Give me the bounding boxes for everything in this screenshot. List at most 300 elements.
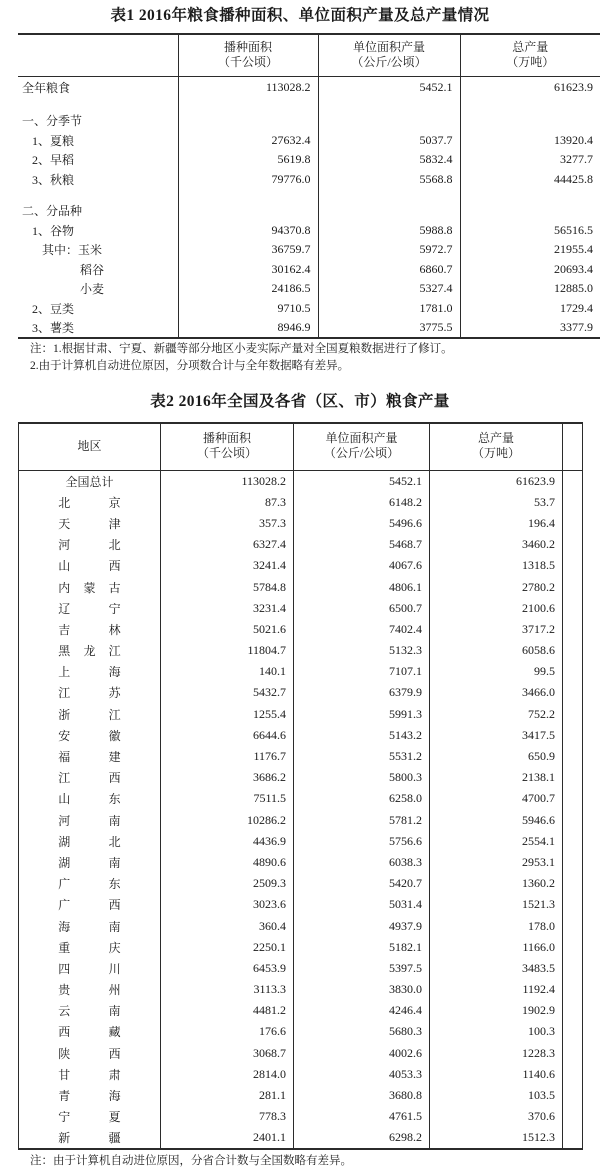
table2-cell-trailing	[563, 492, 583, 513]
table2-cell-output: 752.2	[430, 704, 563, 725]
table1-notes	[0, 339, 600, 376]
table1-cell-output: 3377.9	[460, 318, 600, 338]
table1-row	[18, 299, 600, 319]
table2-header-trailing	[563, 423, 583, 471]
table2-cell-area: 778.3	[161, 1106, 294, 1127]
table2-cell-output: 1360.2	[430, 873, 563, 894]
table2-cell-trailing	[563, 810, 583, 831]
table2-cell-region	[19, 979, 161, 1000]
table2-cell-area: 357.3	[161, 513, 294, 534]
table1-cell-yield	[318, 189, 460, 201]
table2-row	[19, 598, 583, 619]
table2-row	[19, 894, 583, 915]
table2-cell-region	[19, 640, 161, 661]
table2-cell-trailing	[563, 471, 583, 492]
table2-row	[19, 534, 583, 555]
table2-cell-region	[19, 788, 161, 809]
table2-cell-yield: 5756.6	[294, 831, 430, 852]
table2-region-name: 山东	[58, 790, 120, 807]
table2-cell-output: 103.5	[430, 1085, 563, 1106]
table2-cell-area: 5021.6	[161, 619, 294, 640]
table2-row	[19, 979, 583, 1000]
table2-cell-yield: 5397.5	[294, 958, 430, 979]
table2-region-name: 天津	[58, 515, 120, 532]
table2-cell-area: 4890.6	[161, 852, 294, 873]
table2-region-name: 新疆	[58, 1129, 120, 1146]
table1-row	[18, 318, 600, 338]
table2-cell-area: 5784.8	[161, 576, 294, 597]
table2-cell-area: 113028.2	[161, 471, 294, 492]
table2-header-area	[161, 423, 294, 471]
table2-cell-trailing	[563, 937, 583, 958]
table1-row-label: 全年粮食	[18, 76, 178, 99]
table2-row	[19, 492, 583, 513]
table1-body	[18, 76, 600, 338]
table2-notes	[0, 1150, 600, 1170]
table1-row	[18, 221, 600, 241]
table2-row	[19, 1000, 583, 1021]
table2-cell-yield: 5452.1	[294, 471, 430, 492]
table2-cell-output: 2100.6	[430, 598, 563, 619]
table2-row	[19, 576, 583, 597]
table2-region-name: 内蒙古	[58, 579, 120, 596]
table2-cell-trailing	[563, 598, 583, 619]
table1-cell-yield: 5972.7	[318, 240, 460, 260]
table2-header-region-label: 地区	[77, 439, 101, 453]
table2-cell-trailing	[563, 915, 583, 936]
table2-row	[19, 958, 583, 979]
table2-cell-yield: 3830.0	[294, 979, 430, 1000]
table2-cell-trailing	[563, 534, 583, 555]
table2-cell-area: 3241.4	[161, 555, 294, 576]
table2-cell-trailing	[563, 1085, 583, 1106]
table2-cell-output: 3460.2	[430, 534, 563, 555]
table2-cell-trailing	[563, 555, 583, 576]
table2-cell-area: 3686.2	[161, 767, 294, 788]
table2-cell-trailing	[563, 619, 583, 640]
table2-cell-area: 6453.9	[161, 958, 294, 979]
table2-region-name: 湖北	[58, 833, 120, 850]
table2-cell-output: 3417.5	[430, 725, 563, 746]
table1-cell-yield	[318, 201, 460, 221]
table1-cell-output: 1729.4	[460, 299, 600, 319]
table2-region-name: 河北	[58, 536, 120, 553]
table2-cell-output: 3466.0	[430, 682, 563, 703]
table2-region-name: 重庆	[58, 939, 120, 956]
table2-cell-output: 1228.3	[430, 1043, 563, 1064]
table2-cell-area: 2814.0	[161, 1064, 294, 1085]
table2-cell-area: 3023.6	[161, 894, 294, 915]
table2-region-name: 黑龙江	[58, 642, 120, 659]
table1-cell-output: 13920.4	[460, 131, 600, 151]
table2-cell-region	[19, 513, 161, 534]
table2-cell-yield: 6379.9	[294, 682, 430, 703]
table2-cell-output: 2554.1	[430, 831, 563, 852]
table2-region-name: 辽宁	[58, 600, 120, 617]
table2-row	[19, 725, 583, 746]
table2-cell-output: 1512.3	[430, 1127, 563, 1148]
table2-body	[19, 471, 583, 1149]
table2-cell-output: 1192.4	[430, 979, 563, 1000]
table2-cell-trailing	[563, 640, 583, 661]
table2-cell-region	[19, 1106, 161, 1127]
table2-cell-region	[19, 1000, 161, 1021]
table2-cell-region	[19, 1043, 161, 1064]
table2-region-name: 海南	[58, 918, 120, 935]
table1-cell-yield	[318, 111, 460, 131]
table2-cell-output: 1902.9	[430, 1000, 563, 1021]
table2-region-name: 湖南	[58, 854, 120, 871]
table2-cell-yield: 5531.2	[294, 746, 430, 767]
table2-region-name: 河南	[58, 812, 120, 829]
table2-cell-trailing	[563, 979, 583, 1000]
table1-cell-area: 79776.0	[178, 170, 318, 190]
table2-cell-output: 1318.5	[430, 555, 563, 576]
table2-cell-yield: 3680.8	[294, 1085, 430, 1106]
table2-region-name: 北京	[58, 494, 120, 511]
table2-cell-yield: 4761.5	[294, 1106, 430, 1127]
table2-region-name: 贵州	[58, 981, 120, 998]
table1-cell-area	[178, 189, 318, 201]
table2-cell-trailing	[563, 894, 583, 915]
table1-row	[18, 240, 600, 260]
table2-row	[19, 471, 583, 492]
table1-cell-yield: 5452.1	[318, 76, 460, 99]
table1-row-label: 小麦	[18, 279, 178, 299]
table1-row	[18, 170, 600, 190]
table2-cell-area: 5432.7	[161, 682, 294, 703]
table1-row	[18, 201, 600, 221]
table2-cell-yield: 5800.3	[294, 767, 430, 788]
table2-row	[19, 915, 583, 936]
table2-row	[19, 704, 583, 725]
table2-cell-area: 10286.2	[161, 810, 294, 831]
table2-row	[19, 831, 583, 852]
table2-cell-yield: 5420.7	[294, 873, 430, 894]
table2-header-yield-unit: （公斤/公顷）	[294, 446, 429, 461]
table1-cell-area: 94370.8	[178, 221, 318, 241]
table2-row	[19, 746, 583, 767]
table2-cell-yield: 4937.9	[294, 915, 430, 936]
table2-cell-region	[19, 1021, 161, 1042]
table2-row	[19, 513, 583, 534]
table2-cell-area: 140.1	[161, 661, 294, 682]
table1-header-area	[178, 34, 318, 77]
table2-region-name: 福建	[58, 748, 120, 765]
table2-region-name: 浙江	[58, 706, 120, 723]
table2-cell-yield: 5132.3	[294, 640, 430, 661]
table2-cell-output: 100.3	[430, 1021, 563, 1042]
table2-header-output-unit: （万吨）	[430, 446, 562, 461]
table2-region-name: 上海	[58, 663, 120, 680]
table2-region-name: 全国总计	[65, 473, 113, 490]
table2-cell-region	[19, 471, 161, 492]
table2-cell-yield: 6500.7	[294, 598, 430, 619]
table2-cell-yield: 5496.6	[294, 513, 430, 534]
table1-row	[18, 150, 600, 170]
table1-row	[18, 131, 600, 151]
table2-cell-trailing	[563, 1021, 583, 1042]
table2-cell-output: 5946.6	[430, 810, 563, 831]
table2-cell-trailing	[563, 852, 583, 873]
table1-cell-yield: 5568.8	[318, 170, 460, 190]
table2-cell-trailing	[563, 682, 583, 703]
table2-cell-output: 2138.1	[430, 767, 563, 788]
table2-cell-trailing	[563, 746, 583, 767]
table1-row-label: 1、夏粮	[18, 131, 178, 151]
table2-cell-area: 6644.6	[161, 725, 294, 746]
table2-cell-region	[19, 576, 161, 597]
table1-cell-output: 3277.7	[460, 150, 600, 170]
table1-cell-output	[460, 99, 600, 111]
table2-cell-region	[19, 746, 161, 767]
table1-row	[18, 279, 600, 299]
table1-cell-area: 30162.4	[178, 260, 318, 280]
table2-region-name: 甘肃	[58, 1066, 120, 1083]
table2-cell-yield: 7402.4	[294, 619, 430, 640]
table2-row	[19, 1064, 583, 1085]
table2-cell-yield: 4246.4	[294, 1000, 430, 1021]
table1-row-label: 1、谷物	[18, 221, 178, 241]
table2-cell-trailing	[563, 725, 583, 746]
table2-row	[19, 682, 583, 703]
table1-cell-output	[460, 201, 600, 221]
table2-cell-output: 2953.1	[430, 852, 563, 873]
table1-note-line: 注：1.根据甘肃、宁夏、新疆等部分地区小麦实际产量对全国夏粮数据进行了修订。	[30, 341, 600, 358]
table1-cell-output: 56516.5	[460, 221, 600, 241]
table1-cell-area: 36759.7	[178, 240, 318, 260]
table1-row	[18, 99, 600, 111]
table2-cell-output: 61623.9	[430, 471, 563, 492]
table2-cell-yield: 5991.3	[294, 704, 430, 725]
table2-header-row	[19, 423, 583, 471]
table1-cell-output: 61623.9	[460, 76, 600, 99]
table2-cell-region	[19, 1127, 161, 1148]
table2-cell-region	[19, 598, 161, 619]
table2-header-area-line1: 播种面积	[203, 431, 251, 445]
table2-cell-region	[19, 894, 161, 915]
table2-region-name: 山西	[58, 557, 120, 574]
table1-row-label	[18, 99, 178, 111]
table2-cell-yield: 6038.3	[294, 852, 430, 873]
table2-cell-output: 196.4	[430, 513, 563, 534]
table2-region-name: 广东	[58, 875, 120, 892]
table2-cell-trailing	[563, 873, 583, 894]
table1-row-label: 2、早稻	[18, 150, 178, 170]
table1-row-label: 稻谷	[18, 260, 178, 280]
table1-header-output-unit: （万吨）	[461, 55, 600, 70]
table2-cell-output: 650.9	[430, 746, 563, 767]
table1-header-area-line1: 播种面积	[224, 40, 272, 54]
table2-cell-area: 1255.4	[161, 704, 294, 725]
table2-row	[19, 767, 583, 788]
table2-cell-region	[19, 492, 161, 513]
table1-cell-output: 21955.4	[460, 240, 600, 260]
table2-cell-trailing	[563, 1064, 583, 1085]
table2-region-name: 四川	[58, 960, 120, 977]
table1-header-area-unit: （千公顷）	[179, 55, 318, 70]
table2-region-name: 吉林	[58, 621, 120, 638]
table2-header-yield-line1: 单位面积产量	[325, 431, 397, 445]
table2-cell-region	[19, 852, 161, 873]
table2-region-name: 江苏	[58, 684, 120, 701]
table2-cell-trailing	[563, 788, 583, 809]
table1-row	[18, 260, 600, 280]
table2-cell-trailing	[563, 661, 583, 682]
table2-cell-area: 87.3	[161, 492, 294, 513]
table2-cell-area: 2250.1	[161, 937, 294, 958]
table2-cell-region	[19, 810, 161, 831]
table1-row-label: 其中：玉米	[18, 240, 178, 260]
table1-header-row	[18, 34, 600, 77]
table2-row	[19, 1021, 583, 1042]
table2-cell-region	[19, 555, 161, 576]
table1-row-label: 二、分品种	[18, 201, 178, 221]
table1-cell-output: 20693.4	[460, 260, 600, 280]
table2-header-area-unit: （千公顷）	[161, 446, 293, 461]
table2-cell-yield: 6148.2	[294, 492, 430, 513]
table1-cell-yield: 5988.8	[318, 221, 460, 241]
table1-cell-yield: 1781.0	[318, 299, 460, 319]
table2-cell-area: 7511.5	[161, 788, 294, 809]
table1-row-label: 3、薯类	[18, 318, 178, 338]
table2-cell-output: 2780.2	[430, 576, 563, 597]
table2-cell-area: 3231.4	[161, 598, 294, 619]
table1-header-output-line1: 总产量	[512, 40, 548, 54]
table2-note-line: 注：由于计算机自动进位原因，分省合计数与全国数略有差异。	[30, 1153, 600, 1170]
table2-cell-region	[19, 915, 161, 936]
table1-cell-area: 5619.8	[178, 150, 318, 170]
table1-cell-yield: 3775.5	[318, 318, 460, 338]
table2-cell-yield: 6298.2	[294, 1127, 430, 1148]
table1-cell-area: 27632.4	[178, 131, 318, 151]
table2-cell-region	[19, 958, 161, 979]
table2-row	[19, 852, 583, 873]
table2-row	[19, 873, 583, 894]
table2-cell-yield: 5143.2	[294, 725, 430, 746]
table2-grain-output-by-province	[18, 422, 583, 1150]
table2-cell-area: 2401.1	[161, 1127, 294, 1148]
table1-grain-area-yield-output	[18, 33, 600, 339]
table2-cell-output: 3483.5	[430, 958, 563, 979]
table2-cell-region	[19, 725, 161, 746]
table2-cell-region	[19, 534, 161, 555]
table1-row	[18, 111, 600, 131]
table2-region-name: 青海	[58, 1087, 120, 1104]
table1-row-label: 一、分季节	[18, 111, 178, 131]
table2-cell-trailing	[563, 831, 583, 852]
table1-header-yield	[318, 34, 460, 77]
table2-cell-region	[19, 873, 161, 894]
table2-cell-output: 3717.2	[430, 619, 563, 640]
table2-cell-area: 360.4	[161, 915, 294, 936]
table2-cell-trailing	[563, 1127, 583, 1148]
table1-row	[18, 76, 600, 99]
table2-row	[19, 661, 583, 682]
table2-row	[19, 555, 583, 576]
table2-row	[19, 1106, 583, 1127]
table2-cell-region	[19, 661, 161, 682]
table2-cell-trailing	[563, 1106, 583, 1127]
table2-cell-yield: 5781.2	[294, 810, 430, 831]
table1-cell-area	[178, 111, 318, 131]
table1-row-label	[18, 189, 178, 201]
table1-row	[18, 189, 600, 201]
table2-cell-output: 1166.0	[430, 937, 563, 958]
table2-cell-area: 3068.7	[161, 1043, 294, 1064]
table2-cell-yield: 5031.4	[294, 894, 430, 915]
table1-note-line: 2.由于计算机自动进位原因，分项数合计与全年数据略有差异。	[30, 358, 600, 375]
table2-cell-output: 1140.6	[430, 1064, 563, 1085]
table2-cell-region	[19, 831, 161, 852]
table2-cell-output: 1521.3	[430, 894, 563, 915]
table2-region-name: 安徽	[58, 727, 120, 744]
table1-cell-output	[460, 111, 600, 131]
table2-region-name: 江西	[58, 769, 120, 786]
table1-cell-yield: 5037.7	[318, 131, 460, 151]
table1-cell-output: 12885.0	[460, 279, 600, 299]
table2-row	[19, 810, 583, 831]
table2-cell-region	[19, 937, 161, 958]
table2-region-name: 云南	[58, 1002, 120, 1019]
table2-cell-yield: 6258.0	[294, 788, 430, 809]
table1-cell-yield	[318, 99, 460, 111]
table2-cell-yield: 5182.1	[294, 937, 430, 958]
table2-row	[19, 937, 583, 958]
table2-cell-trailing	[563, 1043, 583, 1064]
table2-row	[19, 1043, 583, 1064]
table1-title: 表1 2016年粮食播种面积、单位面积产量及总产量情况	[0, 0, 600, 33]
table2-cell-region	[19, 767, 161, 788]
table2-cell-yield: 7107.1	[294, 661, 430, 682]
table2-cell-area: 1176.7	[161, 746, 294, 767]
table2-cell-output: 4700.7	[430, 788, 563, 809]
table2-header-region	[19, 423, 161, 471]
table2-cell-region	[19, 619, 161, 640]
table2-header-output-line1: 总产量	[478, 431, 514, 445]
table2-cell-area: 11804.7	[161, 640, 294, 661]
table2-region-name: 陕西	[58, 1045, 120, 1062]
table2-row	[19, 1085, 583, 1106]
table1-cell-area: 113028.2	[178, 76, 318, 99]
table1-cell-area	[178, 99, 318, 111]
table1-cell-area	[178, 201, 318, 221]
table2-cell-yield: 4806.1	[294, 576, 430, 597]
table1-cell-area: 9710.5	[178, 299, 318, 319]
table2-cell-output: 99.5	[430, 661, 563, 682]
table1-header-output	[460, 34, 600, 77]
table2-cell-output: 370.6	[430, 1106, 563, 1127]
table2-cell-trailing	[563, 513, 583, 534]
table2-cell-area: 281.1	[161, 1085, 294, 1106]
table2-row	[19, 788, 583, 809]
table2-cell-yield: 5680.3	[294, 1021, 430, 1042]
table1-cell-yield: 5832.4	[318, 150, 460, 170]
table2-cell-area: 4436.9	[161, 831, 294, 852]
table2-title: 表2 2016年全国及各省（区、市）粮食产量	[0, 375, 600, 422]
table2-row	[19, 1127, 583, 1148]
table2-cell-area: 4481.2	[161, 1000, 294, 1021]
table2-header-output	[430, 423, 563, 471]
table1-header-label-col	[18, 34, 178, 77]
table2-row	[19, 640, 583, 661]
table1-cell-output: 44425.8	[460, 170, 600, 190]
table2-cell-trailing	[563, 576, 583, 597]
table2-region-name: 广西	[58, 896, 120, 913]
table2-cell-region	[19, 1085, 161, 1106]
table2-cell-region	[19, 704, 161, 725]
table1-cell-area: 8946.9	[178, 318, 318, 338]
